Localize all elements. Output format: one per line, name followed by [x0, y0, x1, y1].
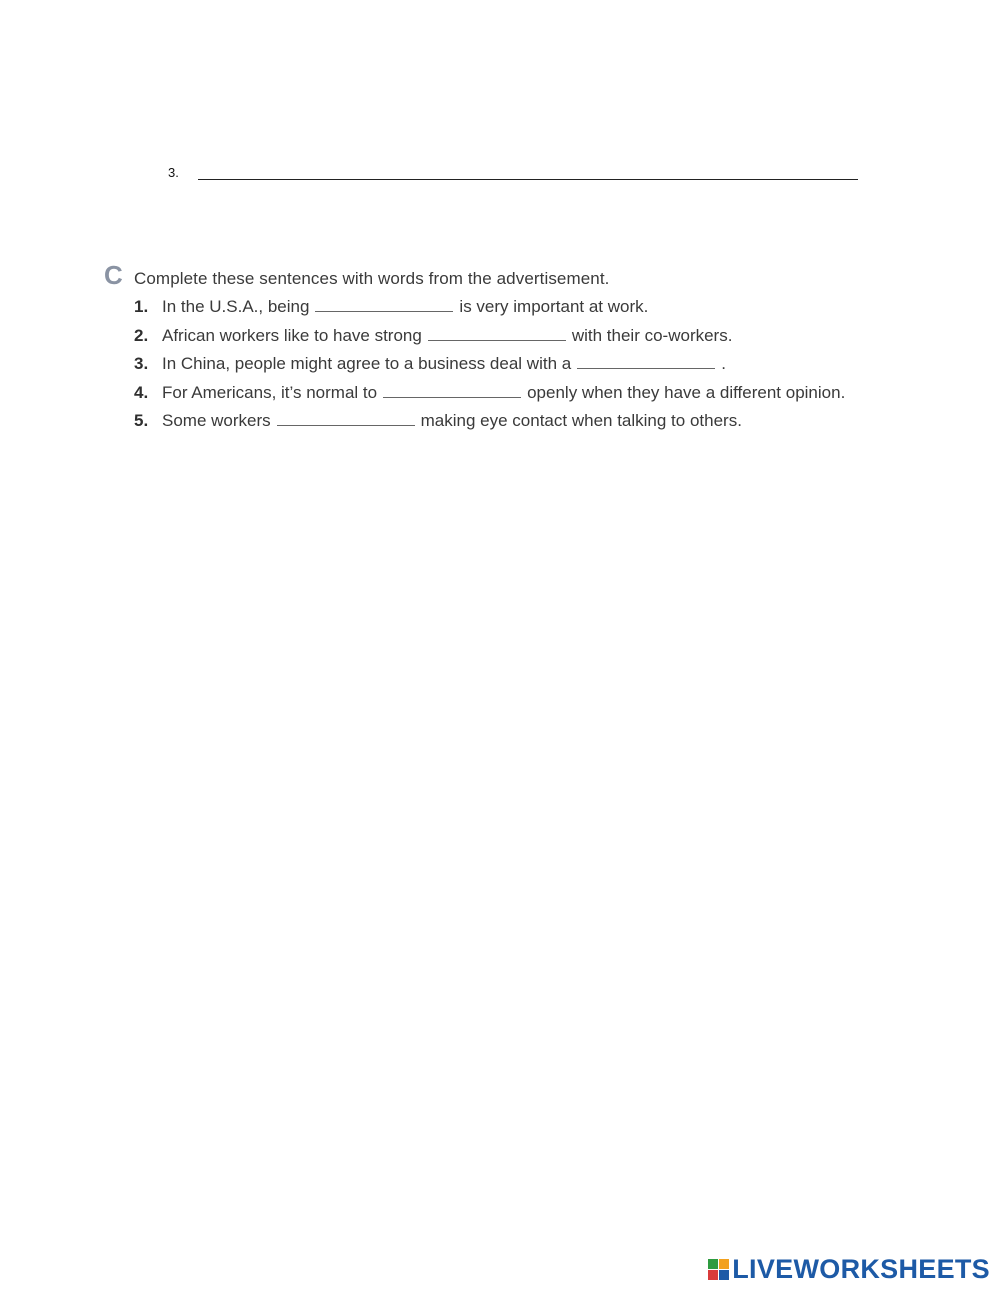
- sentence-number: 3.: [134, 354, 149, 373]
- sentence-after: .: [721, 354, 726, 373]
- exercise-section-c: [104, 262, 984, 436]
- answer-blank[interactable]: [383, 385, 521, 398]
- sentence-list: [104, 293, 984, 436]
- answer-blank[interactable]: [277, 413, 415, 426]
- sentence-item: [134, 293, 984, 322]
- sentence-after: with their co-workers.: [571, 325, 733, 345]
- sentence-before: Some workers: [162, 411, 271, 430]
- sentence-item: [134, 322, 984, 351]
- sentence-number: 2.: [134, 325, 149, 345]
- sentence-number: 1.: [134, 297, 149, 316]
- sentence-before: In China, people might agree to a business deal with a: [162, 354, 572, 373]
- section-letter: C: [104, 260, 123, 290]
- answer-blank[interactable]: [428, 328, 566, 341]
- logo-square: [708, 1259, 718, 1269]
- sentence-before: In the U.S.A., being: [162, 297, 310, 316]
- logo-text: LIVEWORKSHEETS: [732, 1254, 990, 1284]
- sentence-item: [134, 407, 984, 436]
- answer-blank[interactable]: [577, 356, 715, 369]
- sentence-before: African workers like to have strong: [162, 325, 422, 345]
- sentence-after: openly when they have a different opinion.: [527, 382, 846, 402]
- logo-square: [708, 1270, 718, 1280]
- logo-square: [719, 1270, 729, 1280]
- sentence-before: For Americans, it’s normal to: [162, 382, 378, 402]
- sentence-item: [134, 350, 984, 379]
- sentence-after: is very important at work.: [459, 297, 649, 316]
- sentence-number: 5.: [134, 411, 149, 430]
- prior-item-number: 3.: [168, 165, 179, 180]
- sentence-after: making eye contact when talking to others.: [420, 411, 742, 430]
- logo-grid-icon: [708, 1259, 729, 1280]
- sentence-number: 4.: [134, 382, 149, 402]
- answer-blank[interactable]: [315, 299, 453, 312]
- section-heading: [104, 262, 984, 289]
- liveworksheets-logo[interactable]: [708, 1254, 990, 1285]
- section-instruction: Complete these sentences with words from the advertisement.: [134, 269, 610, 288]
- answer-line-3[interactable]: [198, 179, 858, 180]
- sentence-item: [134, 379, 984, 408]
- logo-square: [719, 1259, 729, 1269]
